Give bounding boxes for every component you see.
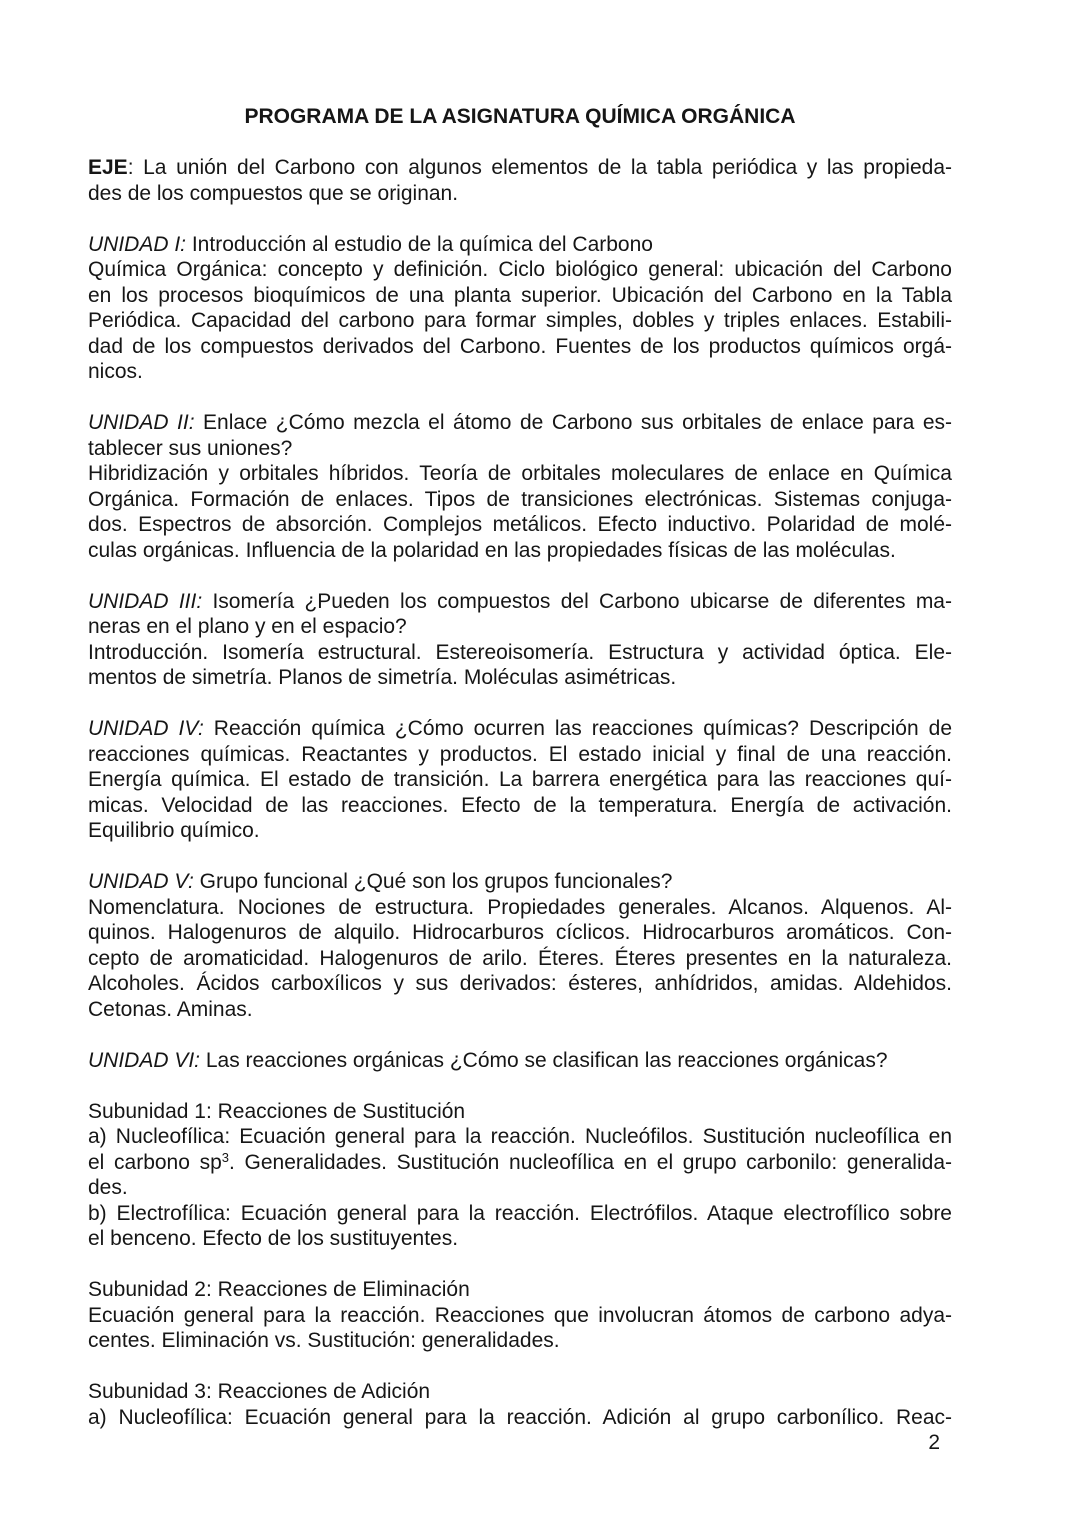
text-line <box>88 767 952 793</box>
text-line <box>88 538 952 564</box>
text-run-normal: dad de los compuestos derivados del Carbono. Fuentes de los productos químicos orgá- <box>88 334 952 358</box>
text-line <box>88 1099 952 1125</box>
text-line <box>88 1226 952 1252</box>
text-line <box>88 308 952 334</box>
text-line <box>88 1379 952 1405</box>
text-run-normal: Reacción química ¿Cómo ocurren las reacciones químicas? Descripción de <box>203 717 953 740</box>
text-run-normal: Subunidad 1: Reacciones de Sustitución <box>88 1099 466 1123</box>
text-run-normal: b) Electrofílica: Ecuación general para la reacción. Electrófilos. Ataque electrofílico sobre <box>88 1201 952 1225</box>
text-line <box>88 1303 952 1329</box>
text-line <box>88 971 952 997</box>
text-run-normal: quinos. Halogenuros de alquilo. Hidrocarburos cíclicos. Hidrocarburos aromáticos. Con- <box>88 921 952 944</box>
text-line <box>88 1405 952 1431</box>
text-line <box>88 920 952 946</box>
text-run-normal: a) Nucleofílica: Ecuación general para la reacción. Nucleófilos. Sustitución nucleofílica en <box>88 1125 952 1148</box>
text-line <box>88 436 952 462</box>
text-run-normal: Nomenclatura. Nociones de estructura. Propiedades generales. Alcanos. Alquenos. Al- <box>88 895 952 919</box>
text-line <box>88 1201 952 1227</box>
text-run-normal: centes. Eliminación vs. Sustitución: generalidades. <box>88 1329 560 1352</box>
text-line <box>88 1150 952 1176</box>
text-run-normal: . Generalidades. Sustitución nucleofílica en el grupo carbonilo: generalida- <box>229 1150 952 1174</box>
text-run-normal: Subunidad 2: Reacciones de Eliminación <box>88 1278 470 1301</box>
text-run-italic: UNIDAD IV: <box>88 717 204 740</box>
text-line <box>88 359 952 385</box>
text-run-normal: des. <box>88 1176 128 1199</box>
text-run-normal: Equilibrio químico. <box>88 819 260 842</box>
text-run-normal: Introducción al estudio de la química del Carbono <box>186 232 653 256</box>
text-run-normal: : La unión del Carbono con algunos elementos de la tabla periódica y las propieda- <box>127 156 952 179</box>
section-subunidad-3 <box>88 1379 952 1430</box>
text-run-normal: Introducción. Isomería estructural. Estereoisomería. Estructura y actividad óptica. Ele- <box>88 640 952 664</box>
page-number: 2 <box>928 1431 940 1454</box>
text-run-normal: dos. Espectros de absorción. Complejos metálicos. Efecto inductivo. Polaridad de molé- <box>88 513 952 536</box>
text-line <box>88 257 952 283</box>
text-line <box>88 614 952 640</box>
text-run-normal: tablecer sus uniones? <box>88 436 293 460</box>
text-line <box>88 155 952 181</box>
text-line <box>88 512 952 538</box>
section-unidad-vi <box>88 1048 952 1074</box>
document-body <box>88 155 952 1430</box>
section-unidad-ii <box>88 410 952 563</box>
text-run-italic: UNIDAD I: <box>88 232 187 256</box>
text-run-normal: mentos de simetría. Planos de simetría. Moléculas asimétricas. <box>88 666 677 689</box>
text-line <box>88 895 952 921</box>
text-run-normal: micas. Velocidad de las reacciones. Efecto de la temperatura. Energía de activación. <box>88 793 952 817</box>
page-content <box>88 104 952 1456</box>
section-eje <box>88 155 952 206</box>
text-line <box>88 818 952 844</box>
section-subunidad-2 <box>88 1277 952 1354</box>
text-line <box>88 1175 952 1201</box>
text-run-normal: Periódica. Capacidad del carbono para formar simples, dobles y triples enlaces. Estabili- <box>88 309 952 332</box>
text-line <box>88 946 952 972</box>
text-line <box>88 181 952 207</box>
text-run-normal: a) Nucleofílica: Ecuación general para la reacción. Adición al grupo carbonílico. Reac- <box>88 1405 952 1429</box>
text-run-normal: des de los compuestos que se originan. <box>88 181 459 205</box>
text-line <box>88 232 952 258</box>
text-line <box>88 487 952 513</box>
text-run-bold: EJE <box>88 156 128 179</box>
text-run-normal: neras en el plano y en el espacio? <box>88 615 407 638</box>
text-run-normal: Isomería ¿Pueden los compuestos del Carbono ubicarse de diferentes ma- <box>202 589 952 613</box>
text-run-italic: UNIDAD VI: <box>88 1048 201 1072</box>
text-line <box>88 410 952 436</box>
section-unidad-v <box>88 869 952 1022</box>
text-run-normal: Grupo funcional ¿Qué son los grupos funcionales? <box>193 870 673 893</box>
text-run-normal: Alcoholes. Ácidos carboxílicos y sus derivados: ésteres, anhídridos, amidas. Aldehidos. <box>88 972 952 995</box>
text-line <box>88 742 952 768</box>
text-run-normal: Química Orgánica: concepto y definición. Ciclo biológico general: ubicación del Carbono <box>88 258 952 281</box>
text-run-sup: 3 <box>221 1149 229 1165</box>
text-run-normal: Ecuación general para la reacción. Reacciones que involucran átomos de carbono adya- <box>88 1303 952 1327</box>
text-line <box>88 665 952 691</box>
page-title: PROGRAMA DE LA ASIGNATURA QUÍMICA ORGÁNICA <box>244 105 796 128</box>
section-unidad-iii <box>88 589 952 691</box>
section-unidad-iv <box>88 716 952 844</box>
text-line <box>88 334 952 360</box>
text-line <box>88 1277 952 1303</box>
text-line <box>88 869 952 895</box>
text-run-italic: UNIDAD II: <box>88 411 195 434</box>
text-line <box>88 589 952 615</box>
text-line <box>88 283 952 309</box>
text-run-normal: el carbono sp <box>88 1150 222 1174</box>
text-line <box>88 1124 952 1150</box>
text-run-italic: UNIDAD III: <box>88 589 203 613</box>
text-run-normal: nicos. <box>88 360 143 383</box>
section-subunidad-1 <box>88 1099 952 1252</box>
text-run-normal: reacciones químicas. Reactantes y productos. El estado inicial y final de una reacción. <box>88 742 952 766</box>
text-line <box>88 461 952 487</box>
text-run-normal: Enlace ¿Cómo mezcla el átomo de Carbono sus orbitales de enlace para es- <box>194 411 952 434</box>
text-line <box>88 716 952 742</box>
text-run-normal: Cetonas. Aminas. <box>88 997 253 1021</box>
text-run-normal: Subunidad 3: Reacciones de Adición <box>88 1380 431 1403</box>
text-line <box>88 793 952 819</box>
text-line <box>88 640 952 666</box>
text-run-normal: Las reacciones orgánicas ¿Cómo se clasifican las reacciones orgánicas? <box>200 1048 888 1072</box>
text-run-normal: en los procesos bioquímicos de una planta superior. Ubicación del Carbono en la Tabla <box>88 283 952 307</box>
text-run-normal: culas orgánicas. Influencia de la polaridad en las propiedades físicas de las moléculas. <box>88 538 896 562</box>
text-run-normal: el benceno. Efecto de los sustituyentes. <box>88 1227 459 1250</box>
text-run-normal: cepto de aromaticidad. Halogenuros de arilo. Éteres. Éteres presentes en la naturaleza. <box>88 946 952 970</box>
text-run-normal: Orgánica. Formación de enlaces. Tipos de transiciones electrónicas. Sistemas conjuga- <box>88 487 952 511</box>
section-unidad-i <box>88 232 952 385</box>
text-line <box>88 997 952 1023</box>
text-run-italic: UNIDAD V: <box>88 870 194 893</box>
text-run-normal: Energía química. El estado de transición. La barrera energética para las reacciones quí- <box>88 768 952 791</box>
text-line <box>88 1048 952 1074</box>
text-line <box>88 1328 952 1354</box>
text-run-normal: Hibridización y orbitales híbridos. Teoría de orbitales moleculares de enlace en Química <box>88 462 952 485</box>
